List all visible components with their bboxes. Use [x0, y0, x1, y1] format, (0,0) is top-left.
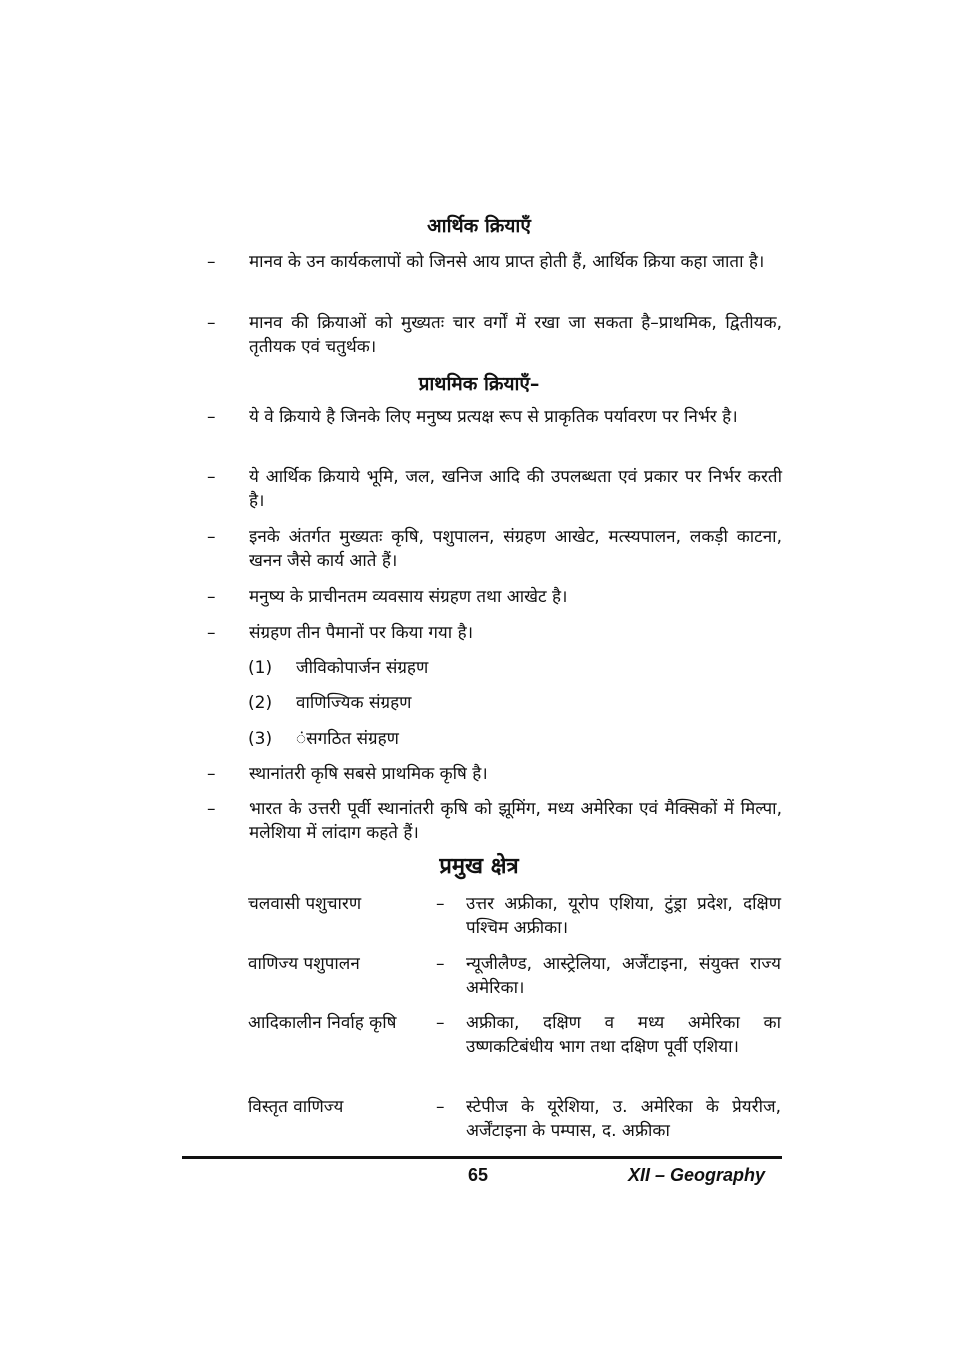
bullet-dash: –: [207, 799, 216, 819]
bullet-text: मानव के उन कार्यकलापों को जिनसे आय प्राप्त होती हैं, आर्थिक क्रिया कहा जाता है।: [249, 252, 765, 272]
region-term: विस्तृत वाणिज्य: [248, 1097, 344, 1117]
bullet-dash: –: [207, 587, 216, 607]
bullet-text: इनके अंतर्गत मुख्यतः कृषि, पशुपालन, संग्रहण आखेट, मत्स्यपालन, लकड़ी काटना, खनन जैसे कार्य आते हैं।: [249, 527, 782, 571]
sub-list-text: जीविकोपार्जन संग्रहण: [296, 658, 429, 678]
region-description: उत्तर अफ्रीका, यूरोप एशिया, टुंड्रा प्रदेश, दक्षिण पश्चिम अफ्रीका।: [466, 894, 781, 938]
bullet-dash: –: [207, 313, 216, 333]
sub-list-text: ंसगठित संग्रहण: [296, 729, 399, 749]
bullet-text: स्थानांतरी कृषि सबसे प्राथमिक कृषि है।: [249, 764, 488, 784]
section-heading-major-regions: प्रमुख क्षेत्र: [439, 854, 519, 879]
bullet-dash: –: [207, 407, 216, 427]
region-dash: –: [436, 954, 445, 974]
bullet-text: ये वे क्रियाये है जिनके लिए मनुष्य प्रत्यक्ष रूप से प्राकृतिक पर्यावरण पर निर्भर है।: [249, 407, 738, 427]
region-dash: –: [436, 894, 445, 914]
region-dash: –: [436, 1097, 445, 1117]
bullet-text: मानव की क्रियाओं को मुख्यतः चार वर्गों में रखा जा सकता है–प्राथमिक, द्वितीयक, तृतीयक एवं चतुर्थक।: [249, 313, 782, 357]
bullet-dash: –: [207, 252, 216, 272]
bullet-text: मनुष्य के प्राचीनतम व्यवसाय संग्रहण तथा आखेट है।: [249, 587, 568, 607]
region-description: न्यूजीलैण्ड, आस्ट्रेलिया, अर्जेंटाइना, संयुक्त राज्य अमेरिका।: [466, 954, 781, 998]
region-description: स्टेपीज के यूरेशिया, उ. अमेरिका के प्रेयरीज, अर्जेंटाइना के पम्पास, द. अफ्रीका: [466, 1097, 781, 1141]
bullet-dash: –: [207, 764, 216, 784]
region-term: आदिकालीन निर्वाह कृषि: [248, 1013, 397, 1033]
bullet-dash: –: [207, 623, 216, 643]
region-term: चलवासी पशुचारण: [248, 894, 362, 914]
bullet-text: ये आर्थिक क्रियाये भूमि, जल, खनिज आदि की उपलब्धता एवं प्रकार पर निर्भर करती है।: [249, 467, 783, 511]
sub-list-number: (2): [248, 693, 273, 713]
bullet-text: भारत के उत्तरी पूर्वी स्थानांतरी कृषि को झूमिंग, मध्य अमेरिका एवं मैक्सिकों में मिल्पा, मलेशिया में लांदाग कहते हैं।: [249, 799, 782, 843]
section-heading-economic-activities: आर्थिक क्रियाएँ: [427, 215, 531, 237]
footer-rule: [182, 1156, 782, 1159]
region-description: अफ्रीका, दक्षिण व मध्य अमेरिका का उष्णकटिबंधीय भाग तथा दक्षिण पूर्वी एशिया।: [466, 1013, 781, 1057]
region-dash: –: [436, 1013, 445, 1033]
course-title: XII – Geography: [628, 1165, 766, 1185]
region-term: वाणिज्य पशुपालन: [248, 954, 360, 974]
bullet-text: संग्रहण तीन पैमानों पर किया गया है।: [249, 623, 474, 643]
sub-list-text: वाणिज्यिक संग्रहण: [296, 693, 412, 713]
page-number: 65: [468, 1165, 489, 1185]
section-heading-primary-activities: प्राथमिक क्रियाएँ–: [418, 373, 540, 395]
bullet-dash: –: [207, 467, 216, 487]
sub-list-number: (3): [248, 729, 273, 749]
bullet-dash: –: [207, 527, 216, 547]
sub-list-number: (1): [248, 658, 273, 678]
